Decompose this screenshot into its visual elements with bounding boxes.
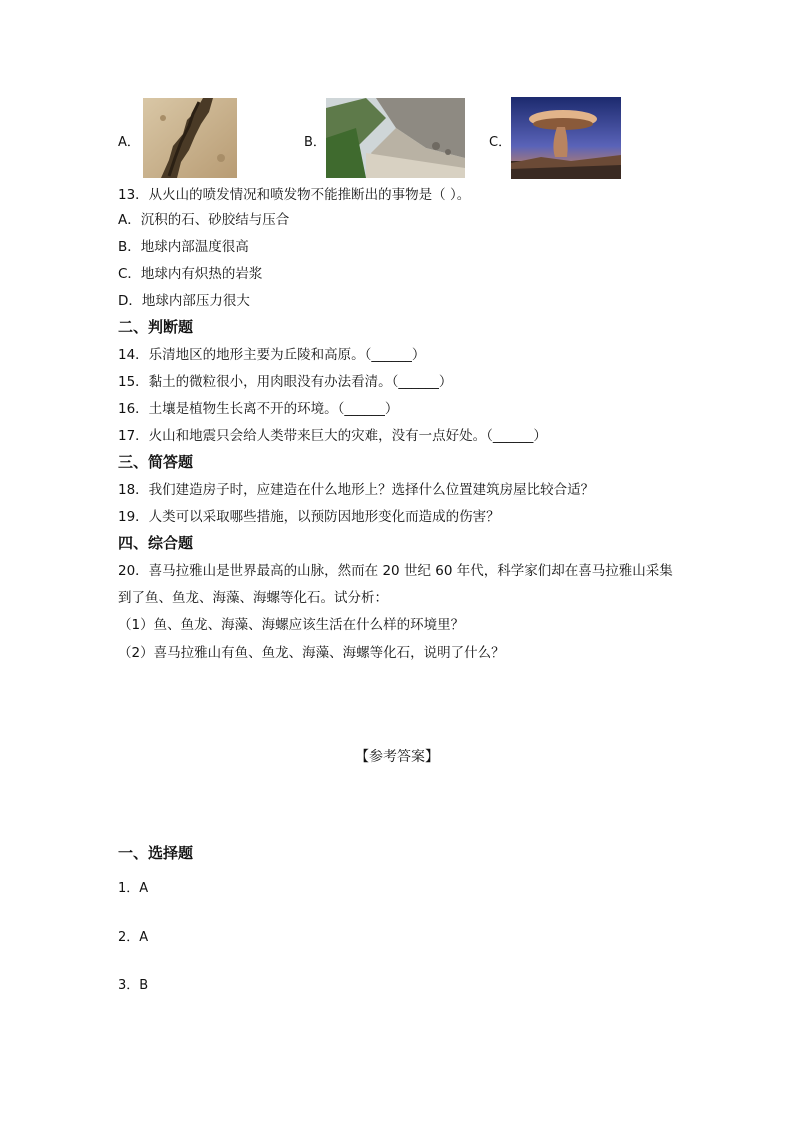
- question-17: 17．火山和地震只会给人类带来巨大的灾难，没有一点好处。（______）: [118, 428, 547, 444]
- question-18: 18．我们建造房子时，应建造在什么地形上？选择什么位置建筑房屋比较合适？: [118, 482, 595, 498]
- option-b-label: B．: [304, 135, 326, 150]
- question-14: 14．乐清地区的地形主要为丘陵和高原。（______）: [118, 347, 426, 363]
- option-a-label: A．: [118, 135, 140, 150]
- question-19: 19．人类可以采取哪些措施，以预防因地形变化而造成的伤害？: [118, 509, 500, 525]
- question-16: 16．土壤是植物生长离不开的环境。（______）: [118, 401, 399, 417]
- question-20-sub-1: （1）鱼、鱼龙、海藻、海螺应该生活在什么样的环境里？: [118, 617, 465, 633]
- question-20-stem-line1: 20．喜马拉雅山是世界最高的山脉，然而在 20 世纪 60 年代，科学家们却在喜马拉雅山采集: [118, 563, 673, 579]
- answer-2: 2．A: [118, 930, 149, 945]
- answer-key-title: 【参考答案】: [355, 749, 439, 765]
- question-13-choice-c: C．地球内有炽热的岩浆: [118, 266, 263, 282]
- ground-crack-photo: [143, 98, 237, 178]
- mushroom-rock-photo: [511, 97, 621, 179]
- answer-1: 1．A: [118, 881, 149, 896]
- answer-section-title: 一、选择题: [118, 844, 194, 862]
- landslide-road-photo: [326, 98, 465, 178]
- question-15: 15．黏土的微粒很小，用肉眼没有办法看清。（______）: [118, 374, 453, 390]
- option-c-label: C．: [489, 135, 512, 150]
- question-20-stem-line2: 到了鱼、鱼龙、海藻、海螺等化石。试分析：: [118, 590, 388, 606]
- section-4-title: 四、综合题: [118, 534, 194, 552]
- question-13-choice-d: D．地球内部压力很大: [118, 293, 250, 309]
- question-20-sub-2: （2）喜马拉雅山有鱼、鱼龙、海藻、海螺等化石，说明了什么？: [118, 645, 505, 661]
- answer-3: 3．B: [118, 978, 149, 993]
- question-13-choice-b: B．地球内部温度很高: [118, 239, 249, 255]
- question-13-choice-a: A．沉积的石、砂胶结与压合: [118, 212, 290, 228]
- question-13-stem: 13．从火山的喷发情况和喷发物不能推断出的事物是（ ）。: [118, 187, 471, 203]
- section-3-title: 三、简答题: [118, 453, 194, 471]
- section-2-title: 二、判断题: [118, 318, 194, 336]
